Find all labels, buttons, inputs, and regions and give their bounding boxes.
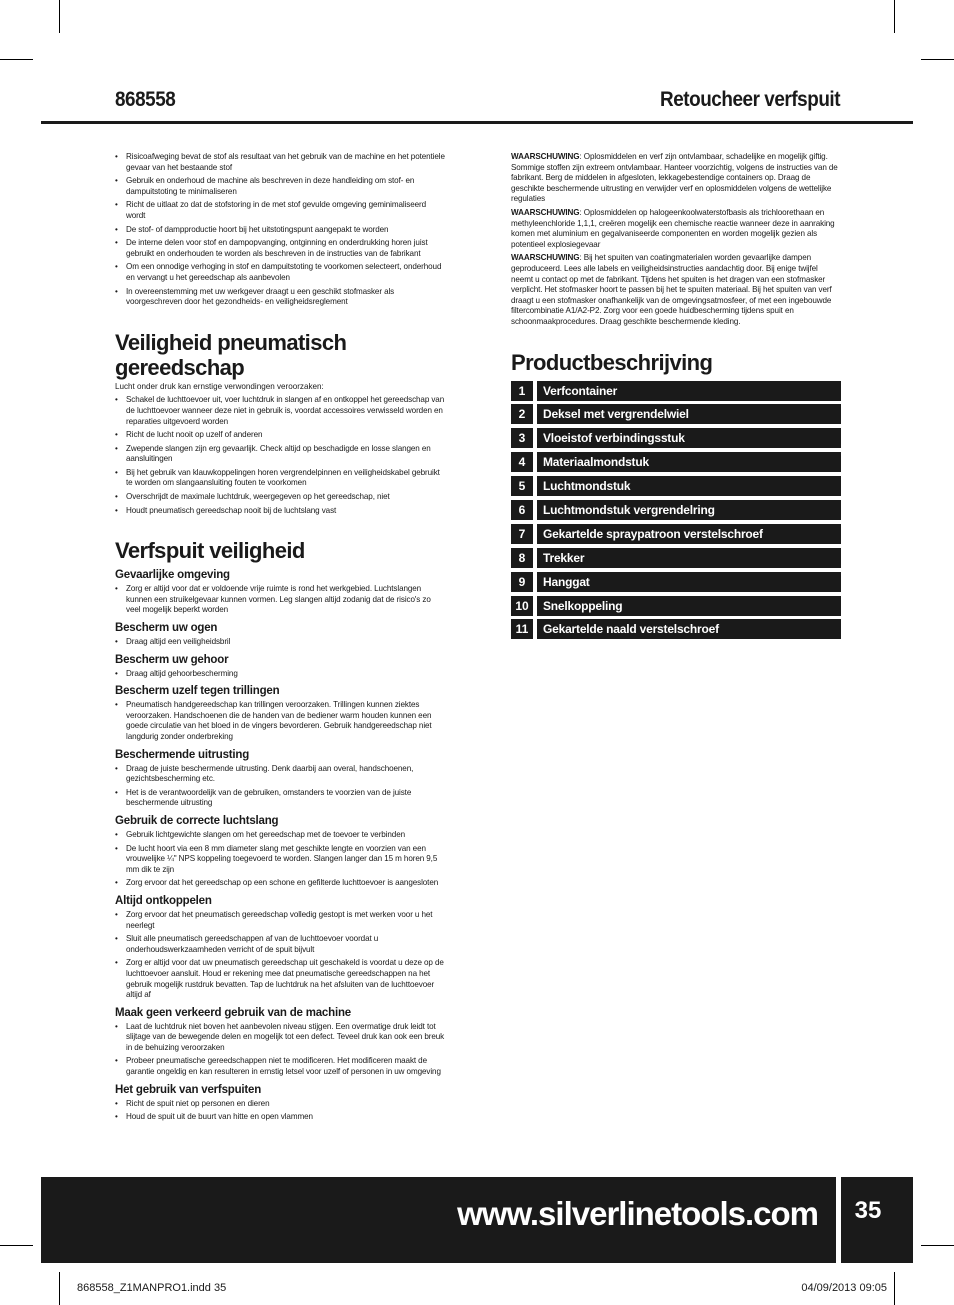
crop-mark xyxy=(0,59,33,60)
bullet-item: • De interne delen voor stof en dampopvanging, ontginning en onderdrukking horen juist gebruikt en onderhouden te worden als beschreven in de instructies van de fabrikant xyxy=(115,238,445,259)
bullet-item: • Laat de luchtdruk niet boven het aanbevolen niveau stijgen. Een overmatige druk leidt tot slijtage van de bewegende delen en mogelijk tot een defect. Teveel druk kan ook een breuk in de behuizing veroorzaken xyxy=(115,1022,445,1054)
bullet-item: • Draag altijd een veiligheidsbril xyxy=(115,637,445,648)
crop-mark xyxy=(894,0,895,33)
product-item-label: Trekker xyxy=(537,548,841,568)
product-item-label: Luchtmondstuk xyxy=(537,476,841,496)
product-item-number: 1 xyxy=(511,381,533,401)
subsection-bullet-list xyxy=(115,830,445,889)
product-item-number: 2 xyxy=(511,404,533,424)
product-item-label: Luchtmondstuk vergrendelring xyxy=(537,500,841,520)
bullet-item: • Overschrijdt de maximale luchtdruk, weergegeven op het gereedschap, niet xyxy=(115,492,445,503)
bullet-item: • Zwepende slangen zijn erg gevaarlijk. Check altijd op beschadigde en losse slangen en aansluitingen xyxy=(115,444,445,465)
pneumatic-intro: Lucht onder druk kan ernstige verwondingen veroorzaken: xyxy=(115,381,324,391)
page-number-box xyxy=(841,1177,913,1263)
product-item xyxy=(511,381,841,401)
subsection-heading: Bescherm uzelf tegen trillingen xyxy=(115,685,280,698)
product-item xyxy=(511,524,841,544)
intro-bullet-list xyxy=(115,152,445,308)
subsection-heading: Maak geen verkeerd gebruik van de machine xyxy=(115,1006,351,1019)
bullet-item: • Om een onnodige verhoging in stof en dampuitstoting te voorkomen selecteert, onderhoud en vervangt u het gereedschap als aanbevolen xyxy=(115,262,445,283)
product-item xyxy=(511,428,841,448)
product-item xyxy=(511,452,841,472)
bullet-item: • Richt de lucht nooit op uzelf of anderen xyxy=(115,430,445,441)
slug-file: 868558_Z1MANPRO1.indd 35 xyxy=(77,1282,227,1294)
product-item-label: Gekartelde spraypatroon verstelschroef xyxy=(537,524,841,544)
subsection-bullet-list xyxy=(115,584,445,616)
warning-text: : Oplosmiddelen op halogeenkoolwaterstofbasis als trichloorethaan en methyleenchloride 1,1,1, creëren mogelijk een chemische reactie wanneer deze in aanraking komen met aluminium en gegalvaniseerde componenten en worden mogelijk gezien als potentieel explosiegevaar xyxy=(511,207,835,249)
bullet-item: • Gebruik lichtgewichte slangen om het gereedschap met de toevoer te verbinden xyxy=(115,830,445,841)
product-item-label: Verfcontainer xyxy=(537,381,841,401)
product-item xyxy=(511,572,841,592)
warning-label: WAARSCHUWING xyxy=(511,152,580,161)
subsection-bullet-list xyxy=(115,910,445,1001)
bullet-item: • Houdt pneumatisch gereedschap nooit bij de luchtslang vast xyxy=(115,506,445,517)
warning-label: WAARSCHUWING xyxy=(511,253,580,263)
warnings xyxy=(511,152,841,328)
bullet-item: • Gebruik en onderhoud de machine als beschreven in deze handleiding om stof- en dampuitstoting te minimaliseren xyxy=(115,176,445,197)
crop-mark xyxy=(894,1272,895,1305)
bullet-item: • Richt de uitlaat zo dat de stofstoring in de met stof gevulde omgeving geminimaliseerd wordt xyxy=(115,200,445,221)
product-item-label: Vloeistof verbindingsstuk xyxy=(537,428,841,448)
page-number: 35 xyxy=(854,1197,882,1224)
pneumatic-bullet-list xyxy=(115,395,445,516)
subsection-bullet-list xyxy=(115,764,445,809)
subsection-bullet-list xyxy=(115,700,445,742)
page-title: Retoucheer verfspuit xyxy=(659,88,840,111)
footer-bar xyxy=(41,1177,836,1263)
crop-mark xyxy=(59,0,60,33)
bullet-item: • Zorg er altijd voor dat er voldoende vrije ruimte is rond het werkgebied. Luchtslangen kunnen een struikelgevaar kunnen vormen. Leg slangen altijd zodanig dat de risico's zo veel mogelijk beperkt worden xyxy=(115,584,445,616)
product-item-label: Deksel met vergrendelwiel xyxy=(537,404,841,424)
bullet-item: • Richt de spuit niet op personen en dieren xyxy=(115,1099,445,1110)
spray-safety-heading: Verfspuit veiligheid xyxy=(115,538,305,564)
product-item-number: 11 xyxy=(511,619,533,639)
subsection-bullet-list xyxy=(115,1022,445,1078)
crop-mark xyxy=(0,1245,33,1246)
product-item-number: 5 xyxy=(511,476,533,496)
subsection-heading: Bescherm uw gehoor xyxy=(115,653,229,666)
bullet-item: • Sluit alle pneumatisch gereedschappen af van de luchttoevoer voordat u onderhoudswerkzaamheden verricht of de spuit bijvult xyxy=(115,934,445,955)
subsection-heading: Gebruik de correcte luchtslang xyxy=(115,814,279,827)
bullet-item: • Schakel de luchttoevoer uit, voer luchtdruk in slangen af en ontkoppel het gereedschap van de luchttoevoer wanneer deze niet in gebruik is, voordat accessoires verwisseld worden en reparaties uitgevoerd worden xyxy=(115,395,445,427)
warning-text: : Oplosmiddelen en verf zijn ontvlambaar, schadelijke en mogelijk giftig. Sommige stoffen zijn extreem ontvlambaar. Hanteer voorzichtig, volgens de instructies van de fabrikant. Berg de middelen in afgesloten, lekkagebestendige containers op. Draag de geschikte beschermende uitrusting en verwijder verf en oplosmiddelen volgens de wettelijke regulaties xyxy=(511,152,838,204)
page-header xyxy=(115,88,840,116)
subsection-heading: Gevaarlijke omgeving xyxy=(115,569,230,582)
warning-paragraph xyxy=(511,208,841,250)
website-url[interactable]: www.silverlinetools.com xyxy=(457,1195,818,1232)
product-item xyxy=(511,548,841,568)
subsection-heading: Altijd ontkoppelen xyxy=(115,894,212,907)
product-item-label: Gekartelde naald verstelschroef xyxy=(537,619,841,639)
bullet-item: • Zorg ervoor dat het pneumatisch gereedschap volledig gestopt is met werken voor u het neerlegt xyxy=(115,910,445,931)
product-item-number: 8 xyxy=(511,548,533,568)
product-item-number: 7 xyxy=(511,524,533,544)
subsection-bullet-list xyxy=(115,1099,445,1123)
bullet-item: • Risicoafweging bevat de stof als resultaat van het gebruik van de machine en het potentiele gevaar van het bestaande stof xyxy=(115,152,445,173)
subsection-heading: Beschermende uitrusting xyxy=(115,748,250,761)
bullet-item: • Houd de spuit uit de buurt van hitte en open vlammen xyxy=(115,1112,445,1123)
bullet-item: • Het is de verantwoordelijk van de gebruiken, omstanders te voorzien van de juiste beschermende uitrusting xyxy=(115,788,445,809)
product-list xyxy=(511,381,841,640)
product-item xyxy=(511,619,841,639)
crop-mark xyxy=(921,59,954,60)
product-item xyxy=(511,596,841,616)
bullet-item: • Bij het gebruik van klauwkoppelingen horen vergrendelpinnen en veiligheidskabel gebruikt te worden om slangaansluiting fouten te voorkomen xyxy=(115,468,445,489)
bullet-item: • Zorg er altijd voor dat uw pneumatisch gereedschap uit geschakeld is voordat u deze op de luchttoevoer aansluit. Houd er rekening mee dat pneumatische gereedschappen na het gebruik mogelijk rustdruk bevatten. Tap de luchtdruk na het afsluiten van de luchttoevoer altijd af xyxy=(115,958,445,1000)
crop-mark xyxy=(59,1272,60,1305)
product-item-number: 9 xyxy=(511,572,533,592)
bullet-item: • De stof- of dampproductie hoort bij het uitstotingspunt aangepakt te worden xyxy=(115,225,445,236)
bullet-item: • Zorg ervoor dat het gereedschap op een schone en gefilterde luchttoevoer is aangesloten xyxy=(115,878,445,889)
warning-label: WAARSCHUWING xyxy=(511,207,580,217)
product-item xyxy=(511,476,841,496)
bullet-item: • In overeenstemming met uw werkgever draagt u een geschikt stofmasker als voorgeschreven door het gezondheids- en veiligheidsreglement xyxy=(115,287,445,308)
product-item-label: Hanggat xyxy=(537,572,841,592)
product-item-number: 3 xyxy=(511,428,533,448)
product-item-number: 6 xyxy=(511,500,533,520)
warning-paragraph xyxy=(511,253,841,327)
subsection-heading: Bescherm uw ogen xyxy=(115,622,218,635)
model-number: 868558 xyxy=(115,88,176,111)
right-column xyxy=(511,152,841,643)
bullet-item: • De lucht hoort via een 8 mm diameter slang met geschikte lengte en voorzien van een vrouwelijke ¼" NPS koppeling toegevoerd te worden. Slangen langer dan 15 m horen 9,5 mm dik te zijn xyxy=(115,844,445,876)
header-rule xyxy=(41,121,913,124)
warning-paragraph xyxy=(511,152,841,205)
bullet-item: • Draag de juiste beschermende uitrusting. Denk daarbij aan overal, handschoenen, gezichtsbescherming etc. xyxy=(115,764,445,785)
product-heading: Productbeschrijving xyxy=(511,349,713,375)
product-description xyxy=(511,350,841,640)
product-item xyxy=(511,404,841,424)
pneumatic-safety-heading: Veiligheid pneumatisch gereedschap xyxy=(115,329,347,380)
bullet-item: • Pneumatisch handgereedschap kan trillingen veroorzaken. Trillingen kunnen ziektes veroorzaken. Handschoenen die de handen van de bediener warm houden kunnen een goede circulatie van het bloed in de vingers bevorderen. Gebruik handgereedschap niet langdurig zonder onderbreking xyxy=(115,700,445,742)
left-column xyxy=(115,152,445,1126)
bullet-item: • Draag altijd gehoorbescherming xyxy=(115,669,445,680)
subsection-heading: Het gebruik van verfspuiten xyxy=(115,1083,262,1096)
crop-mark xyxy=(921,1245,954,1246)
subsection-bullet-list xyxy=(115,637,445,648)
product-item xyxy=(511,500,841,520)
slug-date: 04/09/2013 09:05 xyxy=(801,1282,887,1294)
product-item-number: 4 xyxy=(511,452,533,472)
bullet-item: • Probeer pneumatische gereedschappen niet te modificeren. Het modificeren maakt de garantie ongeldig en kan resulteren in ernstig letsel voor uzelf of personen in uw omgeving xyxy=(115,1056,445,1077)
warning-text: : Bij het spuiten van coatingmaterialen worden gevaarlijke dampen geproduceerd. Lees alle labels en veiligheidsinstructies aandachtig door. Bij enige twijfel neemt u contact op met de fabrikant. Tijdens het spuiten is het dragen van een stofmasker verplicht. Het stofmasker hoort te passen bij het te spuiten materiaal. Bij het spuiten van verf draagt u een stofmasker onafhankelijk van de omgevingsatmosfeer, of met een ingebouwde filtercombinatie A1/A2-P2. Zorg voor een goede huidbescherming tijdens spuit en schoonmaakprocedures. Draag geschikte beschermende kleding. xyxy=(511,253,832,326)
product-item-label: Snelkoppeling xyxy=(537,596,841,616)
subsection-bullet-list xyxy=(115,669,445,680)
product-item-label: Materiaalmondstuk xyxy=(537,452,841,472)
product-item-number: 10 xyxy=(511,596,533,616)
spray-safety-sections xyxy=(115,569,445,1123)
